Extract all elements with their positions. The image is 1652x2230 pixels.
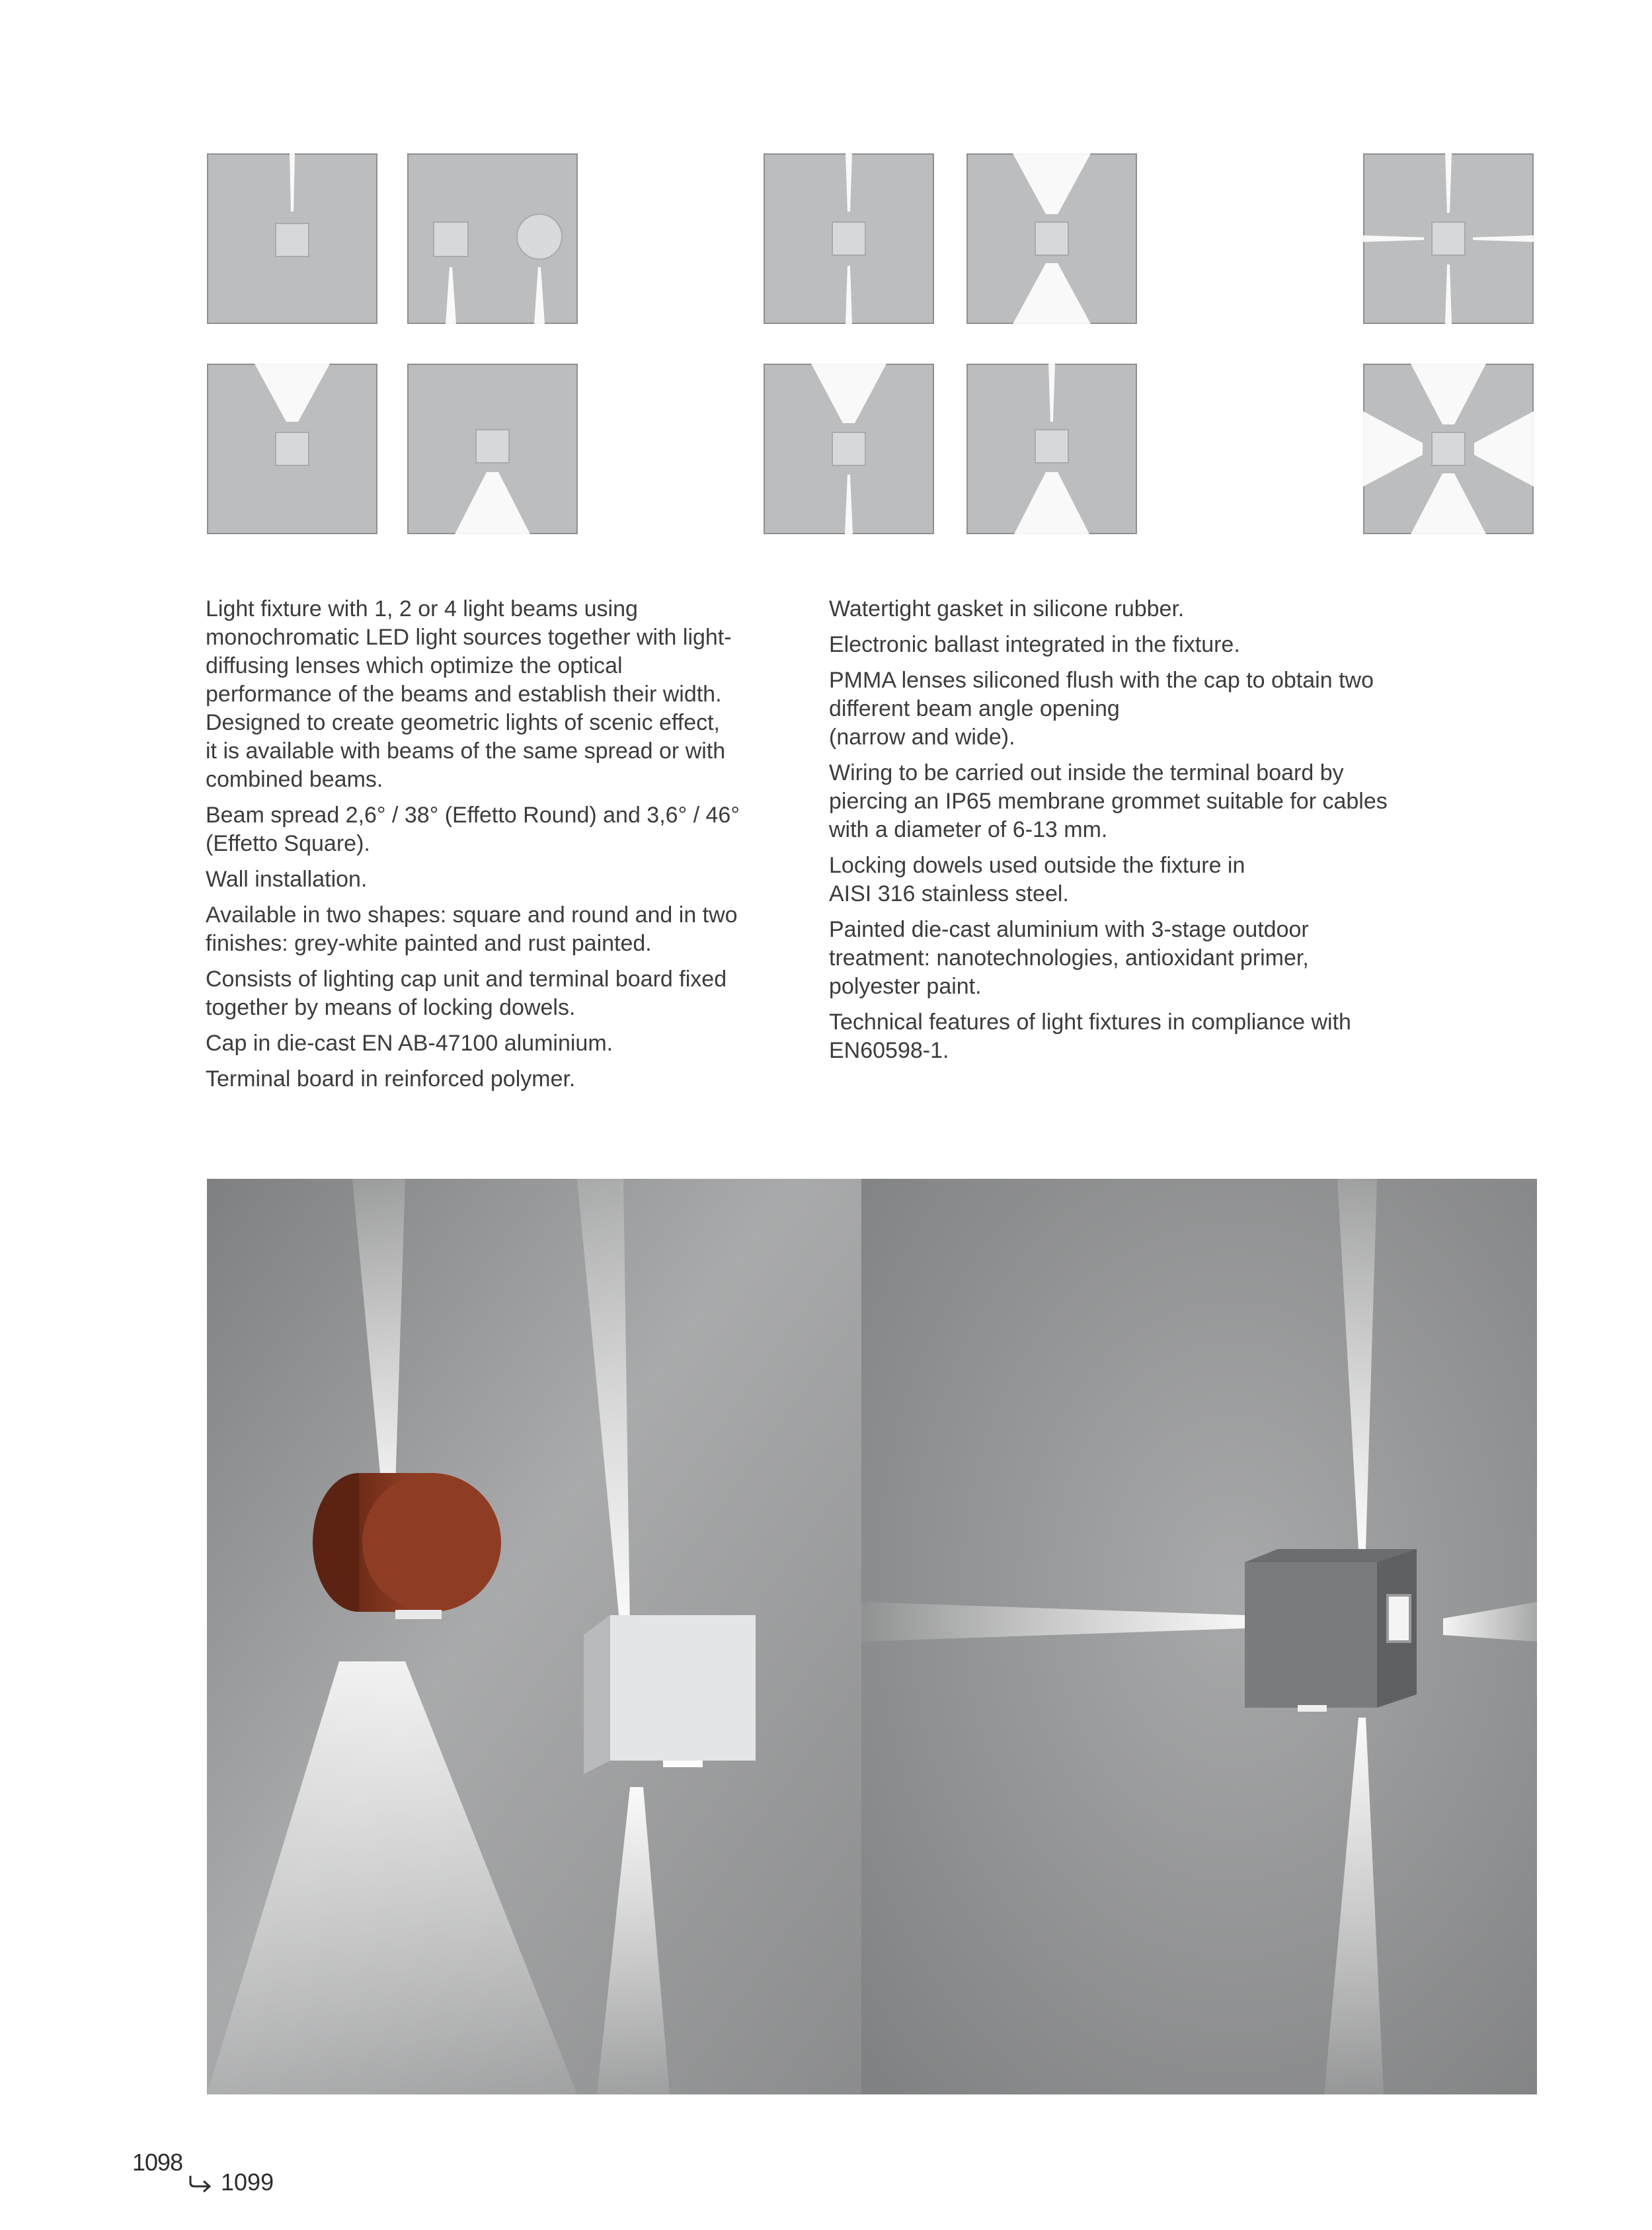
next-page-reference[interactable]: [188, 2169, 274, 2196]
description-paragraph: Available in two shapes: square and round and in two finishes: grey-white painted and rust painted.: [206, 902, 738, 956]
beam-diagram-square-and-round-narrow-down: [407, 153, 578, 324]
beam-diagram-square-wide-down: [407, 364, 578, 534]
description-right-column: [829, 595, 1424, 1072]
beam-diagram-square-narrow-up-down: [764, 153, 934, 324]
description-paragraph: Locking dowels used outside the fixture in AISI 316 stainless steel.: [829, 853, 1245, 906]
description-paragraph: PMMA lenses siliconed flush with the cap to obtain two different beam angle opening (narrow and wide).: [829, 668, 1374, 750]
beam-diagram-square-wide-up-narrow-down: [764, 364, 934, 534]
beam-diagram-square-wide-up: [207, 364, 377, 534]
description-paragraph: Consists of lighting cap unit and terminal board fixed together by means of locking dowels.: [206, 967, 727, 1020]
beam-diagram-square-wide-four-way: [1363, 364, 1534, 534]
description-paragraph: Electronic ballast integrated in the fixture.: [829, 632, 1240, 657]
return-arrow-icon: [188, 2169, 221, 2196]
description-paragraph: Wiring to be carried out inside the terminal board by piercing an IP65 membrane grommet suitable for cables with a diameter of 6-13 mm.: [829, 760, 1388, 842]
description-paragraph: Light fixture with 1, 2 or 4 light beams using monochromatic LED light sources together with light- diffusing lenses which optimize the optical performance of the beams and establish their width. Designed to create geometric lights of scenic effect, it is available with beams of the same spread or with combined beams.: [206, 596, 732, 792]
description-paragraph: Wall installation.: [206, 867, 368, 892]
description-paragraph: Technical features of light fixtures in compliance with EN60598-1.: [829, 1010, 1351, 1063]
description-paragraph: Beam spread 2,6° / 38° (Effetto Round) and 3,6° / 46° (Effetto Square).: [206, 803, 740, 856]
product-photo-four-beam-square: [861, 1179, 1537, 2094]
beam-diagram-square-narrow-four-way: [1363, 153, 1534, 324]
next-page-number: 1099: [221, 2169, 274, 2196]
beam-diagram-square-narrow-up: [207, 153, 377, 324]
product-photo-round-and-square: [207, 1179, 861, 2094]
description-paragraph: Watertight gasket in silicone rubber.: [829, 596, 1185, 621]
description-paragraph: Cap in die-cast EN AB-47100 aluminium.: [206, 1031, 613, 1056]
beam-diagram-square-wide-up-down: [966, 153, 1137, 324]
description-paragraph: Painted die-cast aluminium with 3-stage outdoor treatment: nanotechnologies, antioxidant primer, polyester paint.: [829, 917, 1309, 999]
description-paragraph: Terminal board in reinforced polymer.: [206, 1066, 576, 1092]
page-number: 1098: [132, 2149, 183, 2176]
beam-diagram-square-narrow-up-wide-down: [966, 364, 1137, 534]
description-left-column: [206, 595, 787, 1101]
